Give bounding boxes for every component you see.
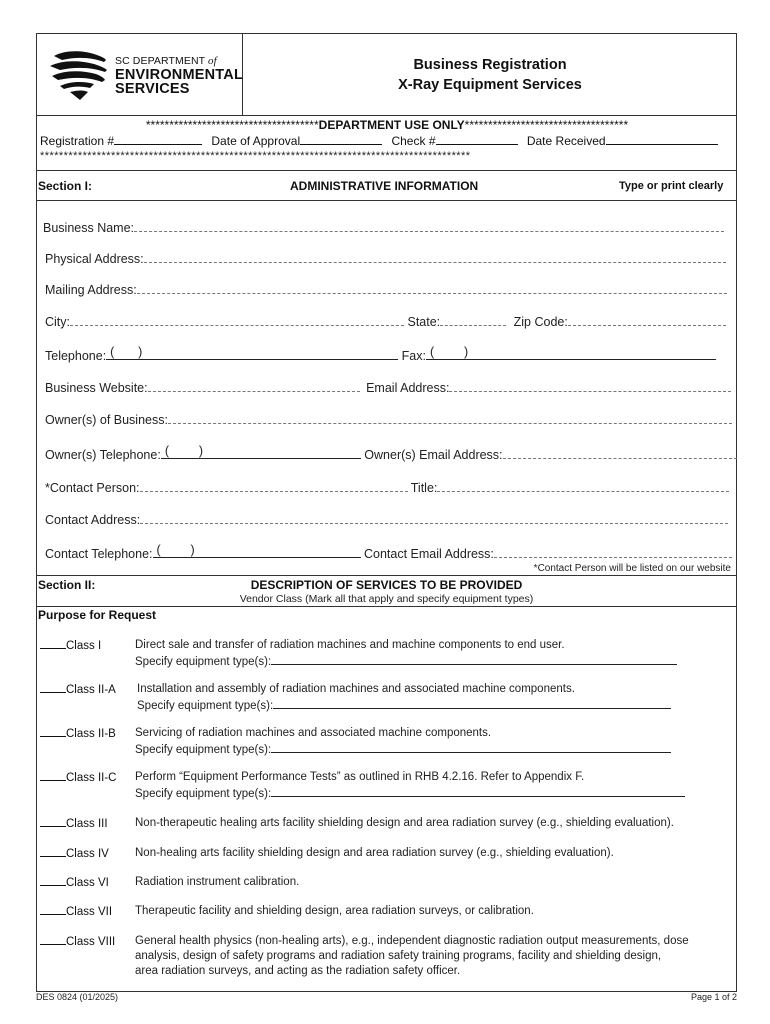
owners-row xyxy=(45,412,732,427)
contact-person-input[interactable] xyxy=(140,480,408,492)
class-vi-checkline[interactable] xyxy=(40,875,66,886)
section2-subtitle: Vendor Class (Mark all that apply and specify equipment types) xyxy=(239,593,534,605)
section2-sub-rule xyxy=(36,606,737,607)
physical-address-label: Physical Address: xyxy=(45,252,144,266)
owners-telephone-paren-open: ( xyxy=(164,444,169,458)
class-iv-desc: Non-healing arts facility shielding design and area radiation survey (e.g., shielding evaluation). xyxy=(135,847,614,859)
state-outline-icon xyxy=(48,48,110,102)
class-iib-checkline[interactable] xyxy=(40,726,66,737)
purpose-heading: Purpose for Request xyxy=(38,608,157,622)
class-vi-row[interactable] xyxy=(40,875,109,889)
class-iib-specify-label: Specify equipment type(s): xyxy=(135,744,272,756)
state-input[interactable] xyxy=(440,314,506,326)
class-iia-desc xyxy=(137,682,671,714)
dept-use-fields xyxy=(40,134,718,148)
registration-field[interactable] xyxy=(114,134,202,145)
class-iic-specify xyxy=(135,785,685,802)
form-id: DES 0824 (01/2025) xyxy=(36,992,119,1002)
contact-address-row xyxy=(45,512,728,527)
check-field[interactable] xyxy=(436,134,518,145)
date-approval-field[interactable] xyxy=(300,134,382,145)
class-iia-desc-text: Installation and assembly of radiation machines and associated machine components. xyxy=(137,683,575,695)
section2-label: Section II: xyxy=(38,578,96,592)
business-name-label: Business Name: xyxy=(43,221,135,235)
class-iic-row[interactable] xyxy=(40,770,116,784)
agency-line1: SC DEPARTMENT xyxy=(115,55,205,67)
class-iia-checkline[interactable] xyxy=(40,682,66,693)
class-iv-checkline[interactable] xyxy=(40,846,66,857)
class-i-specify xyxy=(135,653,677,670)
date-approval-label: Date of Approval xyxy=(211,134,301,148)
agency-line3: SERVICES xyxy=(115,81,190,97)
class-i-checkline[interactable] xyxy=(40,638,66,649)
contact-telephone-label: Contact Telephone: xyxy=(45,547,153,561)
contact-address-input[interactable] xyxy=(140,512,728,524)
class-viii-row[interactable] xyxy=(40,934,115,948)
fax-paren-close: ) xyxy=(463,345,469,359)
email-label: Email Address: xyxy=(366,381,450,395)
class-iib-specify-input[interactable] xyxy=(271,741,671,753)
owners-telephone-paren-close: ) xyxy=(198,444,203,458)
contact-email-input[interactable] xyxy=(494,546,732,558)
class-iib-label: Class II-B xyxy=(66,728,116,740)
telephone-label: Telephone: xyxy=(45,349,107,363)
page-number: Page 1 of 2 xyxy=(690,992,737,1002)
agency-line1-of: of xyxy=(208,55,217,67)
stars-left: ************************************* xyxy=(145,118,319,132)
dept-use-label: DEPARTMENT USE ONLY xyxy=(318,118,465,132)
contact-telephone-paren-close: ) xyxy=(190,543,195,557)
agency-line2: ENVIRONMENTAL xyxy=(115,67,243,83)
class-iib-specify xyxy=(135,741,671,758)
telephone-row xyxy=(45,345,716,363)
class-iii-desc: Non-therapeutic healing arts facility shielding design and area radiation survey (e.g., shielding evaluation). xyxy=(135,817,674,829)
class-iia-specify-input[interactable] xyxy=(273,697,671,709)
email-input[interactable] xyxy=(449,380,731,392)
mailing-address-input[interactable] xyxy=(137,282,727,294)
section2-title: DESCRIPTION OF SERVICES TO BE PROVIDED xyxy=(250,578,523,592)
class-vi-label: Class VI xyxy=(66,877,109,889)
website-input[interactable] xyxy=(148,380,360,392)
zip-label: Zip Code: xyxy=(513,315,568,329)
class-iia-row[interactable] xyxy=(40,682,116,696)
owners-email-label: Owner(s) Email Address: xyxy=(364,448,503,462)
section1-rule xyxy=(36,200,737,201)
date-received-label: Date Received xyxy=(526,134,606,148)
section1-label: Section I: xyxy=(38,179,93,193)
class-iib-row[interactable] xyxy=(40,726,116,740)
class-i-specify-label: Specify equipment type(s): xyxy=(135,656,272,668)
class-i-desc xyxy=(135,638,677,670)
dept-use-banner xyxy=(40,118,734,132)
website-row xyxy=(45,380,731,395)
telephone-paren-close: ) xyxy=(138,345,143,359)
contact-title-input[interactable] xyxy=(437,480,729,492)
mailing-address-row xyxy=(45,282,727,297)
owners-input[interactable] xyxy=(168,412,732,424)
contact-address-label: Contact Address: xyxy=(45,513,141,527)
class-iic-checkline[interactable] xyxy=(40,770,66,781)
contact-telephone-input[interactable] xyxy=(153,543,361,558)
physical-address-input[interactable] xyxy=(144,251,726,263)
form-title: Business Registration xyxy=(413,57,567,73)
business-name-input[interactable] xyxy=(134,220,724,232)
zip-input[interactable] xyxy=(568,314,726,326)
class-iic-specify-label: Specify equipment type(s): xyxy=(135,788,272,800)
class-iii-checkline[interactable] xyxy=(40,816,66,827)
class-viii-desc-l1: General health physics (non-healing arts), e.g., independent diagnostic radiation output measurements, dose xyxy=(135,935,689,947)
stars-bottom: ******************************************************************************************* xyxy=(40,150,471,162)
form-subtitle: X-Ray Equipment Services xyxy=(398,77,582,93)
agency-name xyxy=(115,54,243,96)
owners-telephone-label: Owner(s) Telephone: xyxy=(45,448,161,462)
section1-note: Type or print clearly xyxy=(619,180,724,192)
date-received-field[interactable] xyxy=(606,134,718,145)
class-vii-checkline[interactable] xyxy=(40,904,66,915)
owners-email-input[interactable] xyxy=(503,447,737,459)
section1-title: ADMINISTRATIVE INFORMATION xyxy=(290,179,479,193)
city-input[interactable] xyxy=(70,314,404,326)
class-vii-desc: Therapeutic facility and shielding design, area radiation surveys, or calibration. xyxy=(135,905,534,917)
contact-title-label: Title: xyxy=(410,481,438,495)
section2-top-rule xyxy=(36,575,737,576)
class-viii-label: Class VIII xyxy=(66,936,116,948)
website-note: *Contact Person will be listed on our website xyxy=(533,563,731,574)
class-iia-label: Class II-A xyxy=(66,684,116,696)
fax-paren-open: ( xyxy=(429,345,435,359)
header-rule xyxy=(36,115,737,116)
class-viii-desc xyxy=(135,934,689,979)
class-vii-label: Class VII xyxy=(66,906,113,918)
state-label: State: xyxy=(407,315,441,329)
fax-input[interactable] xyxy=(426,345,716,360)
fax-label: Fax: xyxy=(401,349,426,363)
contact-person-row xyxy=(45,480,729,495)
class-iib-desc xyxy=(135,726,671,758)
class-i-specify-input[interactable] xyxy=(271,653,677,665)
class-iii-label: Class III xyxy=(66,818,108,830)
agency-logo xyxy=(48,48,110,102)
dept-rule xyxy=(36,170,737,171)
class-i-desc-text: Direct sale and transfer of radiation machines and machine components to end user. xyxy=(135,639,565,651)
mailing-address-label: Mailing Address: xyxy=(45,283,137,297)
class-iic-label: Class II-C xyxy=(66,772,117,784)
class-iia-specify xyxy=(137,697,671,714)
city-row xyxy=(45,314,726,329)
class-vii-row[interactable] xyxy=(40,904,112,918)
physical-address-row xyxy=(45,251,726,266)
owners-telephone-row xyxy=(45,444,737,462)
class-vi-desc: Radiation instrument calibration. xyxy=(135,876,300,888)
class-iib-desc-text: Servicing of radiation machines and associated machine components. xyxy=(135,727,492,739)
contact-email-label: Contact Email Address: xyxy=(363,547,494,561)
stars-right: *********************************** xyxy=(464,118,629,132)
owners-label: Owner(s) of Business: xyxy=(45,413,168,427)
contact-person-label: *Contact Person: xyxy=(45,481,140,495)
class-viii-desc-l2: analysis, design of safety programs and radiation safety training programs, facility and shielding design, xyxy=(135,950,662,962)
contact-telephone-row xyxy=(45,543,732,561)
class-iic-desc-text: Perform “Equipment Performance Tests” as outlined in RHB 4.2.16. Refer to Appendix F. xyxy=(135,771,585,783)
class-i-label: Class I xyxy=(66,640,102,652)
class-iic-specify-input[interactable] xyxy=(271,785,685,797)
city-label: City: xyxy=(45,315,70,329)
class-iia-specify-label: Specify equipment type(s): xyxy=(137,700,274,712)
class-iv-row[interactable] xyxy=(40,846,109,860)
class-iic-desc xyxy=(135,770,685,802)
check-label: Check # xyxy=(391,134,436,148)
class-iii-row[interactable] xyxy=(40,816,108,830)
telephone-paren-open: ( xyxy=(110,345,115,359)
telephone-input[interactable] xyxy=(106,345,398,360)
class-viii-desc-l3: area radiation surveys, and acting as the radiation safety officer. xyxy=(135,965,461,977)
class-viii-checkline[interactable] xyxy=(40,934,66,945)
owners-telephone-input[interactable] xyxy=(161,444,361,459)
contact-telephone-paren-open: ( xyxy=(156,543,161,557)
class-iv-label: Class IV xyxy=(66,848,109,860)
website-label: Business Website: xyxy=(45,381,148,395)
registration-label: Registration # xyxy=(40,134,115,148)
business-name-row xyxy=(43,220,724,235)
class-i-row[interactable] xyxy=(40,638,101,652)
